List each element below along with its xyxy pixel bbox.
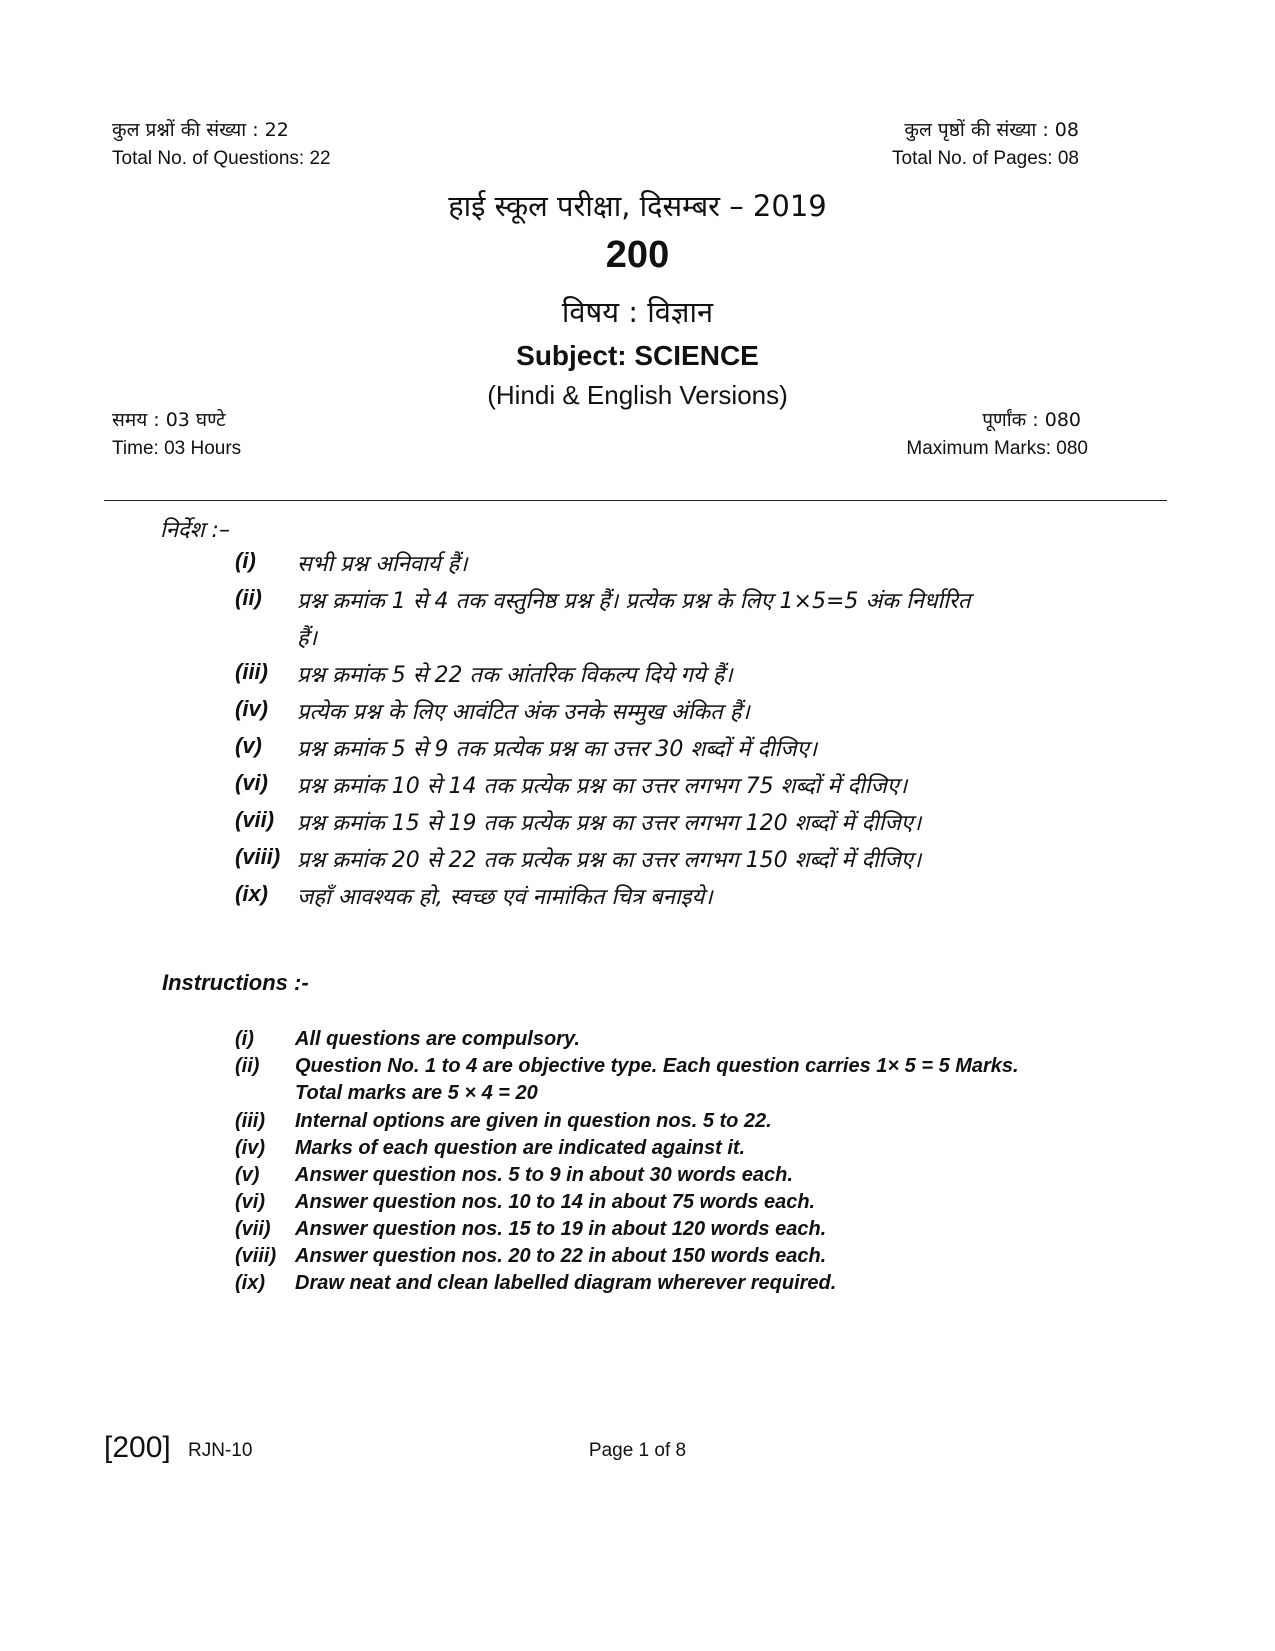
item-text: प्रश्न क्रमांक 1 से 4 तक वस्तुनिष्ठ प्रश्न हैं। प्रत्येक प्रश्न के लिए 1×5=5 अंक निर्धारित (297, 589, 971, 614)
paper-code: 200 (605, 234, 670, 276)
item-number: (viii) (235, 844, 281, 869)
item-number: (i) (235, 1028, 254, 1050)
item-text: प्रश्न क्रमांक 15 से 19 तक प्रत्येक प्रश्न का उत्तर लगभग 120 शब्दों में दीजिए। (297, 811, 922, 836)
item-number: (v) (235, 733, 262, 758)
total-questions-hindi: कुल प्रश्नों की संख्या : 22 (112, 119, 289, 141)
item-text: प्रश्न क्रमांक 5 से 22 तक आंतरिक विकल्प दिये गये हैं। (297, 663, 733, 688)
item-number: (vii) (235, 1218, 271, 1240)
item-text: Marks of each question are indicated against it. (295, 1137, 746, 1159)
item-number: (ii) (235, 1055, 260, 1077)
item-text: Answer question nos. 5 to 9 in about 30 words each. (295, 1164, 793, 1186)
item-text-continued: हैं। (297, 626, 318, 651)
total-questions-english: Total No. of Questions: 22 (112, 148, 331, 169)
item-text: प्रत्येक प्रश्न के लिए आवंटित अंक उनके सम्मुख अंकित हैं। (297, 700, 750, 725)
item-number: (iv) (235, 696, 268, 721)
item-number: (v) (235, 1164, 260, 1186)
versions-note: (Hindi & English Versions) (487, 380, 788, 410)
max-marks-english: Maximum Marks: 080 (906, 438, 1088, 459)
item-text: Answer question nos. 20 to 22 in about 150 words each. (295, 1245, 827, 1267)
subject-hindi: विषय : विज्ञान (561, 295, 714, 329)
time-english: Time: 03 Hours (112, 438, 242, 459)
item-text: Internal options are given in question nos. 5 to 22. (295, 1110, 772, 1132)
item-number: (vi) (235, 770, 268, 795)
item-number: (vii) (235, 807, 275, 832)
total-pages-english: Total No. of Pages: 08 (892, 148, 1079, 169)
item-text: जहाँ आवश्यक हो, स्वच्छ एवं नामांकित चित्र बनाइये। (297, 885, 713, 910)
item-number: (iii) (235, 1110, 265, 1132)
item-text: सभी प्रश्न अनिवार्य हैं। (297, 552, 468, 577)
max-marks-hindi: पूर्णांक : 080 (982, 409, 1081, 431)
page-number: Page 1 of 8 (588, 1440, 687, 1461)
item-number: (vi) (235, 1191, 265, 1213)
item-text-continued: Total marks are 5 × 4 = 20 (295, 1082, 538, 1104)
item-number: (viii) (235, 1245, 277, 1267)
item-number: (iv) (235, 1137, 265, 1159)
item-number: (ix) (235, 1272, 265, 1294)
subject-english: Subject: SCIENCE (516, 340, 759, 371)
item-text: Draw neat and clean labelled diagram wherever required. (295, 1272, 837, 1294)
item-text: Answer question nos. 15 to 19 in about 120 words each. (295, 1218, 827, 1240)
english-instructions-heading: Instructions :- (162, 970, 309, 995)
item-text: प्रश्न क्रमांक 10 से 14 तक प्रत्येक प्रश्न का उत्तर लगभग 75 शब्दों में दीजिए। (297, 774, 908, 799)
total-pages-hindi: कुल पृष्ठों की संख्या : 08 (904, 119, 1079, 141)
hindi-instructions-heading: निर्देश :– (160, 518, 230, 543)
item-text: प्रश्न क्रमांक 5 से 9 तक प्रत्येक प्रश्न का उत्तर 30 शब्दों में दीजिए। (297, 737, 818, 762)
item-number: (iii) (235, 659, 268, 684)
time-hindi: समय : 03 घण्टे (112, 409, 226, 431)
item-text: Question No. 1 to 4 are objective type. Each question carries 1× 5 = 5 Marks. (295, 1055, 1019, 1077)
item-text: प्रश्न क्रमांक 20 से 22 तक प्रत्येक प्रश्न का उत्तर लगभग 150 शब्दों में दीजिए। (297, 848, 922, 873)
item-text: All questions are compulsory. (295, 1028, 580, 1050)
item-text: Answer question nos. 10 to 14 in about 75 words each. (295, 1191, 816, 1213)
item-number: (ix) (235, 881, 268, 906)
item-number: (i) (235, 548, 256, 573)
footer-paper-code: [200] (104, 1431, 171, 1464)
header-divider (104, 500, 1167, 501)
item-number: (ii) (235, 585, 262, 610)
exam-title: हाई स्कूल परीक्षा, दिसम्बर – 2019 (448, 189, 827, 223)
footer-series: RJN-10 (188, 1440, 253, 1461)
